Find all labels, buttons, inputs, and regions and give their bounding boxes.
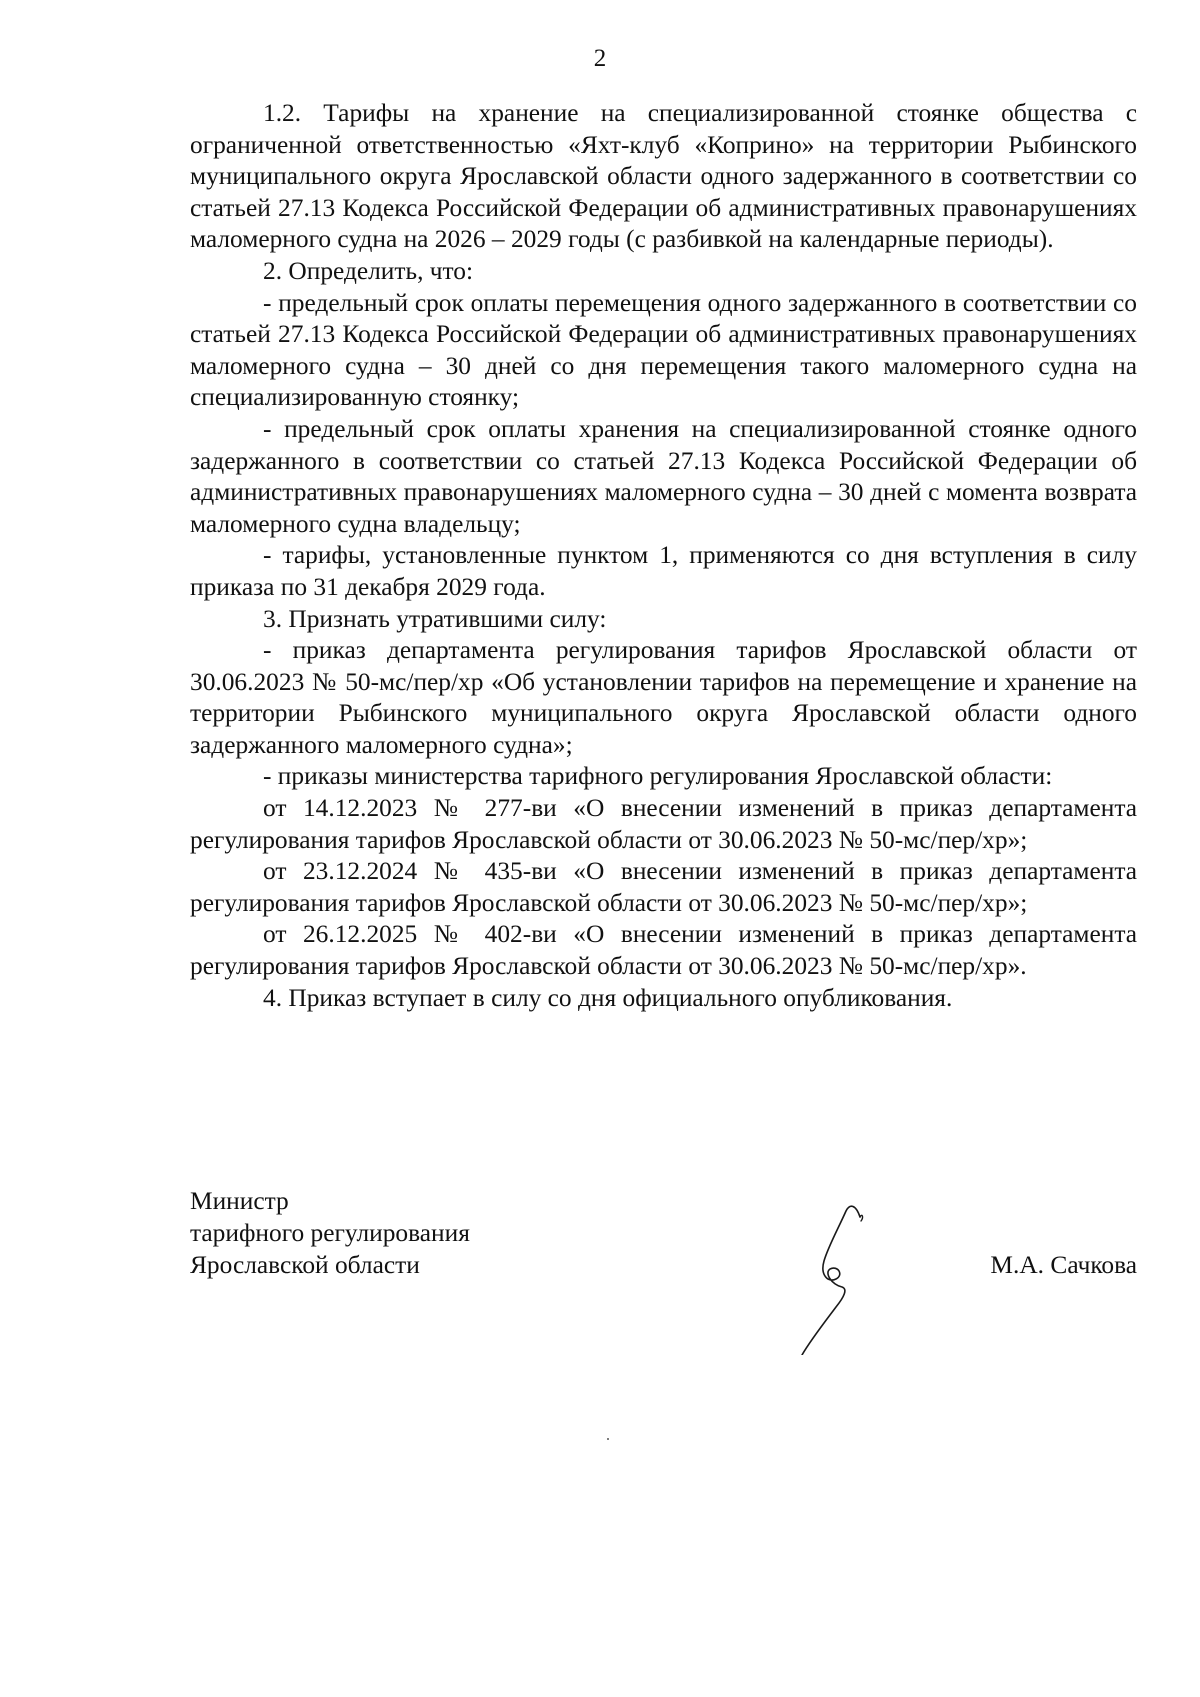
paragraph-2: 2. Определить, что: — [263, 256, 474, 285]
handwritten-signature — [788, 1195, 898, 1355]
signature-block — [190, 1185, 1137, 1335]
signer-title-line: тарифного регулирования — [190, 1219, 470, 1247]
signer-title-line: Ярославской области — [190, 1251, 420, 1279]
paragraph-3: 3. Признать утратившими силу: — [263, 604, 607, 633]
paragraph-3-order-1: от 14.12.2023 № 277-ви «О внесении изменений в приказ департамента регулирования тарифов Ярославской области от 30.06.2023 № 50-мс/пер/хр»; — [190, 794, 1137, 854]
signer-title-line: Министр — [190, 1187, 289, 1215]
paragraph-4: 4. Приказ вступает в силу со дня официального опубликования. — [263, 983, 953, 1012]
paragraph-3-order-3: от 26.12.2025 № 402-ви «О внесении изменений в приказ департамента регулирования тарифов Ярославской области от 30.06.2023 № 50-мс/пер/хр». — [190, 920, 1137, 981]
signer-name: М.А. Сачкова — [990, 1251, 1137, 1279]
scan-speck — [607, 1438, 609, 1440]
paragraph-2-item-2: - предельный срок оплаты хранения на специализированной стоянке одного задержанного в соответствии со статьей 27.13 Кодекса Российской Федерации об административных правонарушениях маломерного судна – 30 дней с момента возврата маломерного судна владельцу; — [190, 414, 1137, 538]
paragraph-2-item-3: - тарифы, установленные пунктом 1, применяются со дня вступления в силу приказа по 31 декабря 2029 года. — [190, 541, 1137, 601]
document-body — [190, 98, 1137, 1014]
page-number: 2 — [593, 45, 607, 72]
paragraph-3-item-2: - приказы министерства тарифного регулирования Ярославской области: — [263, 762, 1053, 791]
paragraph-1-2: 1.2. Тарифы на хранение на специализированной стоянке общества с ограниченной ответственностью «Яхт-клуб «Коприно» на территории Рыбинского муниципального округа Ярославской области одного задержанного в соответствии со статьей 27.13 Кодекса Российской Федерации об административных правонарушениях маломерного судна на 2026 – 2029 годы (с разбивкой на календарные периоды). — [190, 99, 1137, 254]
paragraph-3-item-1: - приказ департамента регулирования тарифов Ярославской области от 30.06.2023 № 50-мс/пер/хр «Об установлении тарифов на перемещение и хранение на территории Рыбинского муниципального округа Ярославской области одного задержанного маломерного судна»; — [190, 636, 1137, 759]
paragraph-3-order-2: от 23.12.2024 № 435-ви «О внесении изменений в приказ департамента регулирования тарифов Ярославской области от 30.06.2023 № 50-мс/пер/хр»; — [190, 857, 1137, 917]
paragraph-2-item-1: - предельный срок оплаты перемещения одного задержанного в соответствии со статьей 27.13 Кодекса Российской Федерации об административных правонарушениях маломерного судна – 30 дней со дня перемещения такого маломерного судна на специализированную стоянку; — [190, 288, 1137, 412]
signer-title — [190, 1185, 470, 1281]
